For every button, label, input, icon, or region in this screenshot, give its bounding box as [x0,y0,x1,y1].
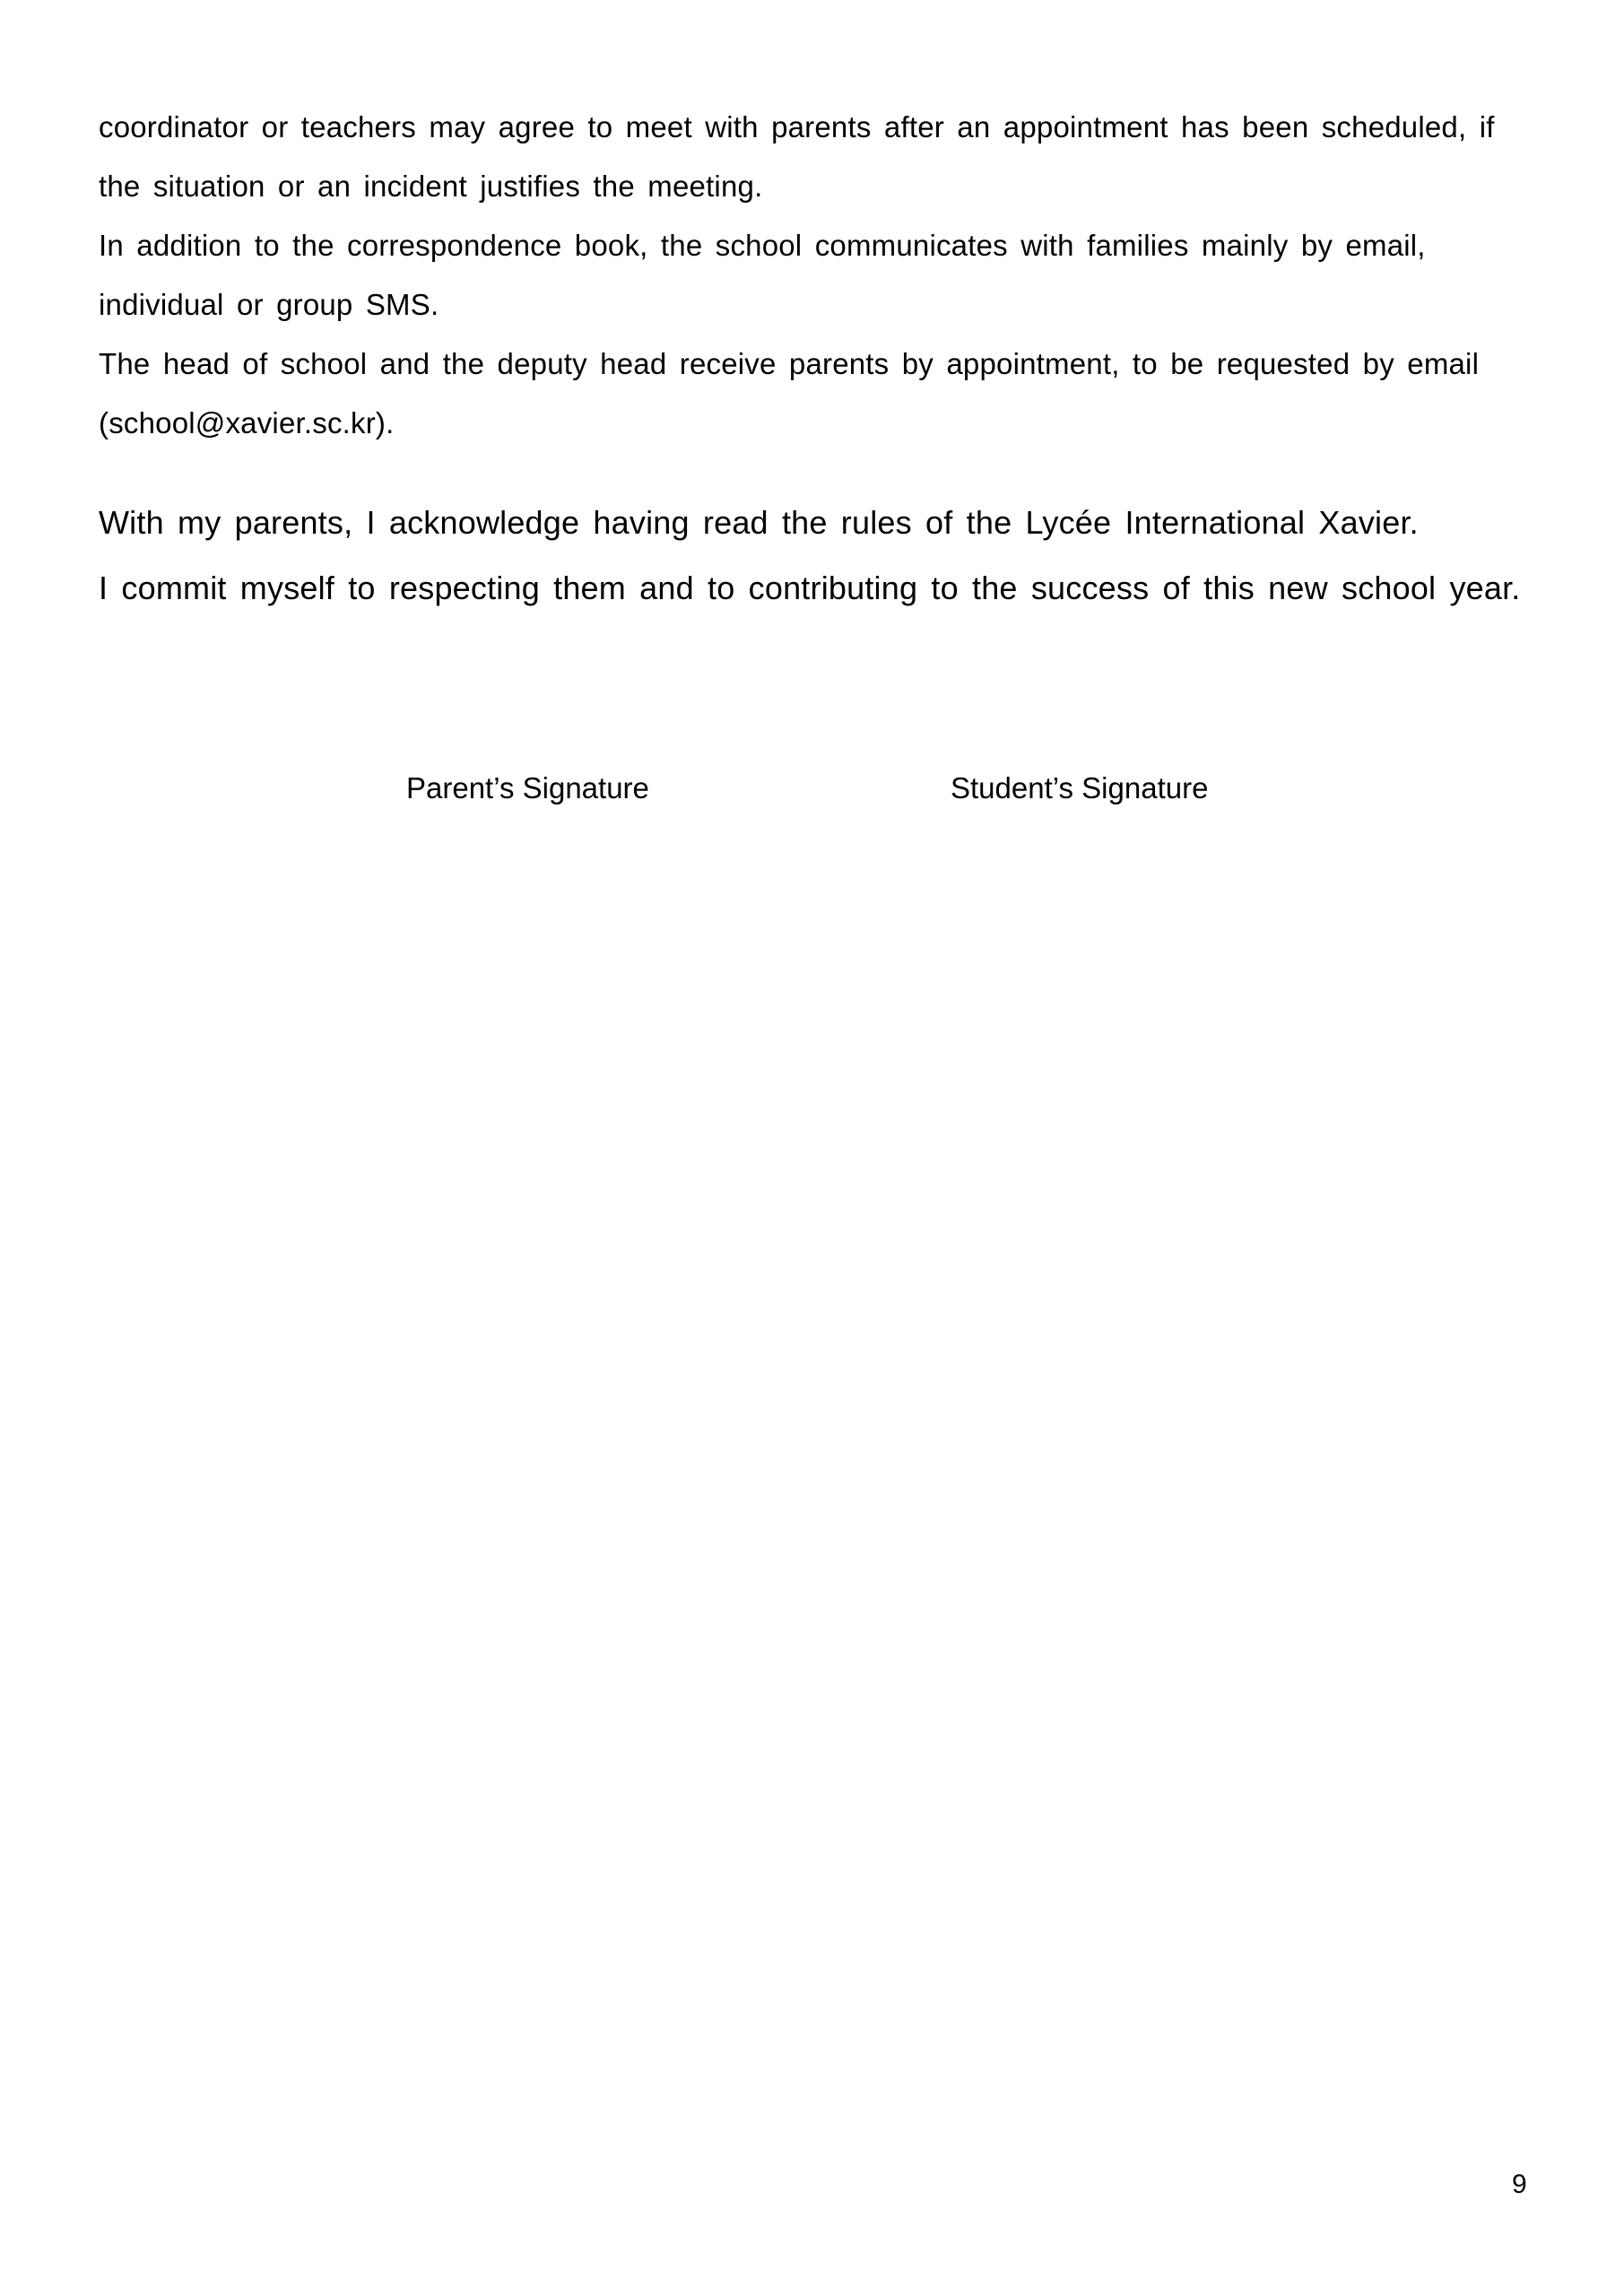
text-line: the situation or an incident justifies the meeting. [99,170,763,203]
page-number: 9 [1512,2170,1527,2199]
text-line: coordinator or teachers may agree to meet with parents after an appointment has been scheduled, if [99,110,1495,144]
text-line: The head of school and the deputy head receive parents by appointment, to be requested by email [99,347,1480,380]
text-line: individual or group SMS. [99,288,439,321]
text-line: (school@xavier.sc.kr). [99,406,395,439]
text-line: I commit myself to respecting them and to contributing to the success of this new school year. [99,570,1521,606]
text-line: With my parents, I acknowledge having read the rules of the Lycée International Xavier. [99,504,1419,541]
text-line: In addition to the correspondence book, the school communicates with families mainly by email, [99,229,1426,262]
student-signature-label: Student’s Signature [951,771,1209,804]
acknowledgment-block [99,490,1570,621]
parent-signature-label: Parent’s Signature [406,771,649,804]
body-text-block [99,98,1570,453]
page-content [0,0,1624,806]
signature-row [99,770,1570,806]
